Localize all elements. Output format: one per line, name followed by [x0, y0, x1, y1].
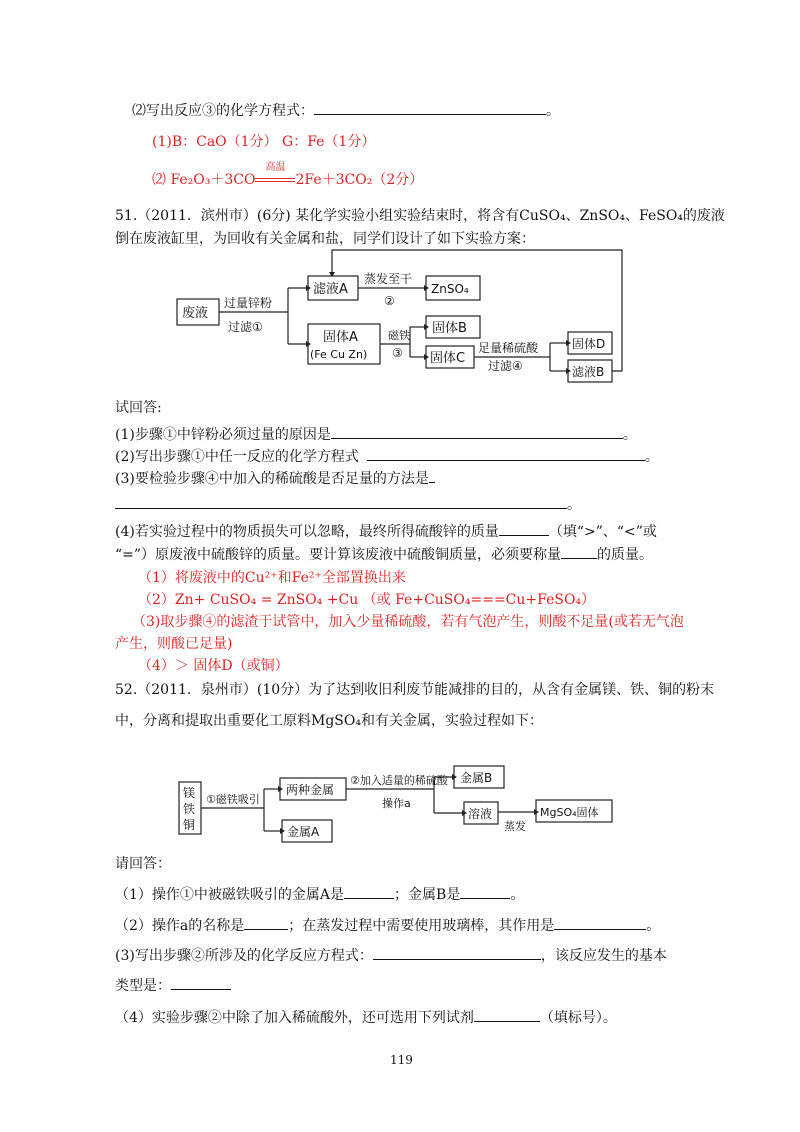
q51-step4 — [115, 521, 657, 542]
label-solid-a-2: (Fe Cu Zn) — [310, 348, 368, 361]
q52-part3-b — [115, 975, 231, 996]
answer-blank[interactable] — [171, 975, 231, 990]
page-number: 119 — [390, 1053, 413, 1067]
answer-blank[interactable] — [344, 884, 394, 899]
label-waste: 废液 — [182, 306, 209, 321]
label-metal-b: 金属B — [460, 771, 493, 785]
q52-part2-text-2: ；在蒸发过程中需要使用玻璃棒，其作用是 — [288, 918, 555, 934]
ask-line: 请回答： — [115, 856, 171, 872]
label-magnet-bot: ③ — [392, 346, 403, 360]
q51-step4-text-2: （填“>”、“<”或 — [548, 524, 657, 540]
q52-flow-diagram — [170, 762, 650, 844]
answer-blank[interactable] — [373, 945, 541, 960]
q51-step3 — [115, 468, 435, 489]
label-filtrate-b: 滤液B — [572, 365, 605, 379]
label-evap: 蒸发 — [504, 820, 526, 833]
label-two-metals: 两种金属 — [286, 783, 335, 797]
q52-part1-text-2: ；金属B是 — [394, 887, 461, 903]
q51-answer-2: （2）Zn+ CuSO₄ = ZnSO₄ +Cu （或 Fe+CuSO₄===Cu+FeSO₄） — [138, 592, 596, 608]
label-acid-top: 足量稀硫酸 — [478, 341, 539, 355]
label-filtrate-a: 滤液A — [313, 282, 348, 297]
label-solid-c: 固体C — [430, 351, 466, 366]
q52-part3-b-text: 类型是： — [115, 978, 171, 994]
q51-answer-3b: 产生，则酸已足量) — [115, 636, 233, 652]
label-magnet-top: 磁铁 — [388, 329, 410, 342]
q51-step2-text: (2)写出步骤①中任一反应的化学方程式 — [115, 449, 359, 465]
q52-part2-text-3: 。 — [646, 918, 661, 934]
label-evap-bot: ② — [384, 294, 395, 308]
q51-step4-b-text-2: 的质量。 — [597, 547, 654, 563]
answer-blank[interactable] — [115, 494, 567, 509]
q52-part1-text: （1）操作①中被磁铁吸引的金属A是 — [115, 887, 345, 903]
answer-blank[interactable] — [561, 544, 597, 559]
label-solid-a: 固体A — [323, 330, 358, 345]
label-step1: ①磁铁吸引 — [206, 793, 260, 806]
q51-answer-1: （1）将废液中的Cu²⁺和Fe²⁺全部置换出来 — [138, 570, 406, 586]
answer-blank[interactable] — [499, 521, 549, 536]
q51-step4-b — [115, 544, 653, 565]
q51-answer-3: （3)取步骤④的滤渣于试管中，加入少量稀硫酸，若有气泡产生，则酸不足量(或若无气泡 — [132, 614, 684, 630]
q51-flow-diagram — [170, 244, 630, 389]
q52-part2 — [115, 915, 660, 936]
answer-2 — [152, 162, 424, 190]
q51-step3-text: (3)要检验步骤④中加入的稀硫酸是否足量的方法是 — [115, 471, 429, 487]
q52-part3 — [115, 945, 667, 966]
label-arrow1-bot: 过滤① — [228, 320, 263, 334]
label-metal-a: 金属A — [287, 825, 320, 839]
q52-stem: 52.（2011．泉州市）(10分）为了达到收旧利废节能减排的目的，从含有金属镁、铁、铜的粉末 — [115, 682, 715, 698]
label-op-a: 操作a — [382, 797, 411, 810]
q51-step2: (2)写出步骤①中任一反应的化学方程式 。 — [115, 446, 659, 467]
label-solution: 溶液 — [468, 807, 493, 821]
label-evap-top: 蒸发至干 — [364, 272, 413, 286]
q51-step4-text: (4)若实验过程中的物质损失可以忽略，最终所得硫酸锌的质量 — [115, 524, 499, 540]
answer-blank[interactable] — [367, 446, 645, 461]
q51-stem-2: 倒在废液缸里，为回收有关金属和盐，同学们设计了如下实验方案： — [115, 231, 535, 247]
q52-part4-text: （4）实验步骤②中除了加入稀硫酸外，还可选用下列试剂 — [115, 1010, 474, 1026]
answer-blank[interactable] — [460, 884, 510, 899]
q52-stem-2: 中，分离和提取出重要化工原料MgSO₄和有关金属，实验过程如下： — [115, 713, 543, 729]
q52-part4-text-2: （填标号）。 — [539, 1010, 617, 1026]
q51-step3-cont: 。 — [115, 494, 581, 515]
label-acid-bot: 过滤④ — [488, 359, 523, 373]
q2-text: ⑵写出反应③的化学方程式： — [132, 103, 314, 119]
label-cu: 铜 — [183, 818, 196, 832]
answer-blank[interactable] — [429, 468, 435, 483]
q51-stem: 51.（2011．滨州市）(6分) 某化学实验小组实验结束时，将含有CuSO₄、ZnSO₄、FeSO₄的废液 — [115, 208, 725, 224]
q52-part3-text-2: ，该反应发生的基本 — [540, 948, 667, 964]
answer-2-right: 2Fe＋3CO₂（2分） — [295, 172, 424, 188]
q51-answer-4: （4）＞ 固体D（或铜） — [138, 658, 289, 674]
equation-sign — [255, 162, 295, 190]
q51-step1: (1)步骤①中锌粉必须过量的原因是 。 — [115, 424, 637, 445]
q2-line: ⑵写出反应③的化学方程式： 。 — [132, 100, 560, 121]
label-solid-b: 固体B — [432, 321, 467, 336]
answer-2-left: ⑵ Fe₂O₃＋3CO — [152, 172, 256, 188]
answer-blank[interactable] — [554, 915, 646, 930]
label-product: MgSO₄固体 — [540, 806, 599, 819]
answer-blank[interactable] — [474, 1007, 540, 1022]
try-answer: 试回答: — [115, 400, 162, 416]
label-mg: 镁 — [183, 786, 196, 800]
answer-1: (1)B：CaO（1分） G：Fe（1分） — [152, 134, 376, 150]
q52-part2-text: （2）操作a的名称是 — [115, 918, 245, 934]
q51-step4-b-text: “=”）原废液中硫酸锌的质量。要计算该废液中硫酸铜质量，必须要称量 — [115, 547, 562, 563]
q52-part1 — [115, 884, 524, 905]
answer-blank[interactable] — [331, 424, 623, 439]
q51-step1-text: (1)步骤①中锌粉必须过量的原因是 — [115, 427, 331, 443]
answer-blank[interactable] — [244, 915, 288, 930]
reaction-condition: 高温 — [265, 162, 286, 173]
q52-part3-text: (3)写出步骤②所涉及的化学反应方程式： — [115, 948, 373, 964]
q52-part4 — [115, 1007, 617, 1028]
answer-blank[interactable] — [314, 100, 546, 115]
label-arrow1-top: 过量锌粉 — [224, 296, 273, 310]
label-solid-d: 固体D — [572, 337, 606, 351]
label-znso4: ZnSO₄ — [431, 282, 469, 296]
q52-part1-text-3: 。 — [510, 887, 525, 903]
label-fe: 铁 — [183, 802, 196, 816]
label-step2: ②加入适量的稀硫酸 — [350, 774, 448, 787]
